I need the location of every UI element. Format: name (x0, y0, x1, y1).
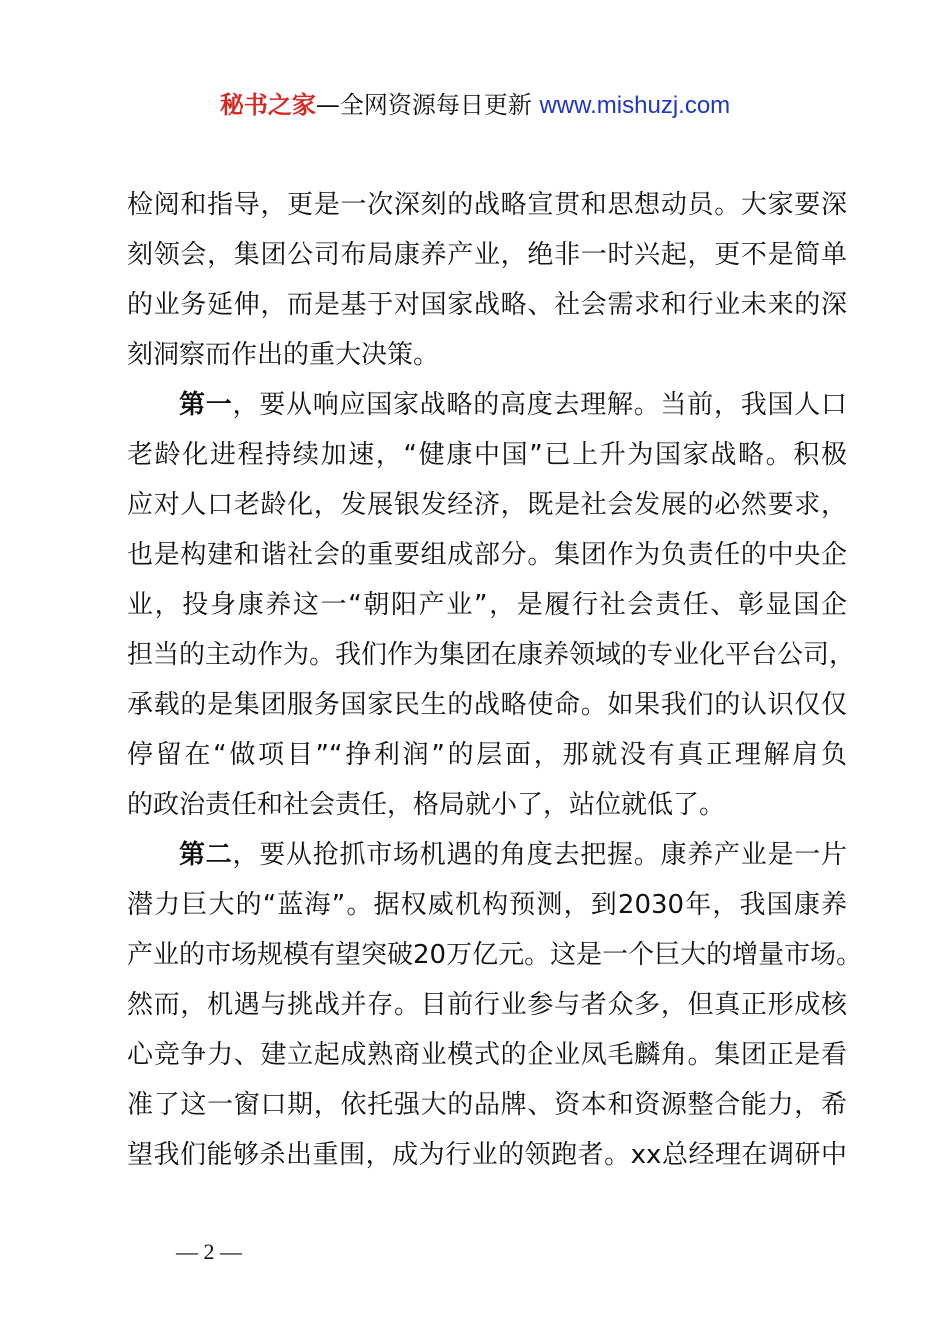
text-line: 的政治责任和社会责任，格局就小了，站位就低了。 (127, 790, 726, 820)
text-line: 业，投身康养这一“朝阳产业”，是履行社会责任、彰显国企 (127, 590, 847, 620)
text-line: 也是构建和谐社会的重要组成部分。集团作为负责任的中央企 (127, 540, 847, 570)
banner-tagline: —全网资源每日更新 (315, 91, 540, 119)
text-line: 老龄化进程持续加速，“健康中国”已上升为国家战略。积极 (127, 440, 847, 470)
text-line: 的业务延伸，而是基于对国家战略、社会需求和行业未来的深 (127, 290, 847, 320)
text-line: 然而，机遇与挑战并存。目前行业参与者众多，但真正形成核 (127, 990, 847, 1020)
text-line: 刻领会，集团公司布局康养产业，绝非一时兴起，更不是简单 (127, 240, 847, 270)
text-line: 产业的市场规模有望突破20万亿元。这是一个巨大的增量市场。 (127, 940, 863, 970)
text-line: 准了这一窗口期，依托强大的品牌、资本和资源整合能力，希 (127, 1090, 847, 1120)
text-line: 刻洞察而作出的重大决策。 (127, 340, 440, 370)
text-line: 担当的主动作为。我们作为集团在康养领域的专业化平台公司， (127, 640, 856, 670)
section-lead: 第二 (179, 840, 233, 870)
text-line: 望我们能够杀出重围，成为行业的领跑者。xx总经理在调研中 (127, 1140, 847, 1170)
text-fragment: ，要从响应国家战略的高度去理解。当前，我国人口 (232, 390, 847, 420)
text-line: 心竞争力、建立起成熟商业模式的企业凤毛麟角。集团正是看 (127, 1040, 847, 1070)
section-lead: 第一 (179, 390, 233, 420)
page-number: — 2 — (176, 1239, 242, 1264)
brand-name: 秘书之家 (219, 91, 316, 119)
paragraph-first-line (127, 830, 847, 880)
text-line: 检阅和指导，更是一次深刻的战略宣贯和思想动员。大家要深 (127, 190, 847, 220)
text-fragment: ，要从抢抓市场机遇的角度去把握。康养产业是一片 (232, 840, 847, 870)
text-line: 承载的是集团服务国家民生的战略使命。如果我们的认识仅仅 (127, 690, 847, 720)
document-body (127, 180, 863, 1180)
site-url[interactable]: www.mishuzj.com (539, 92, 731, 119)
site-banner (0, 88, 950, 123)
paragraph-first-line (127, 380, 847, 430)
text-line: 潜力巨大的“蓝海”。据权威机构预测，到2030年，我国康养 (127, 890, 847, 920)
text-line: 应对人口老龄化，发展银发经济，既是社会发展的必然要求， (127, 490, 847, 520)
text-line: 停留在“做项目”“挣利润”的层面，那就没有真正理解肩负 (127, 740, 847, 770)
